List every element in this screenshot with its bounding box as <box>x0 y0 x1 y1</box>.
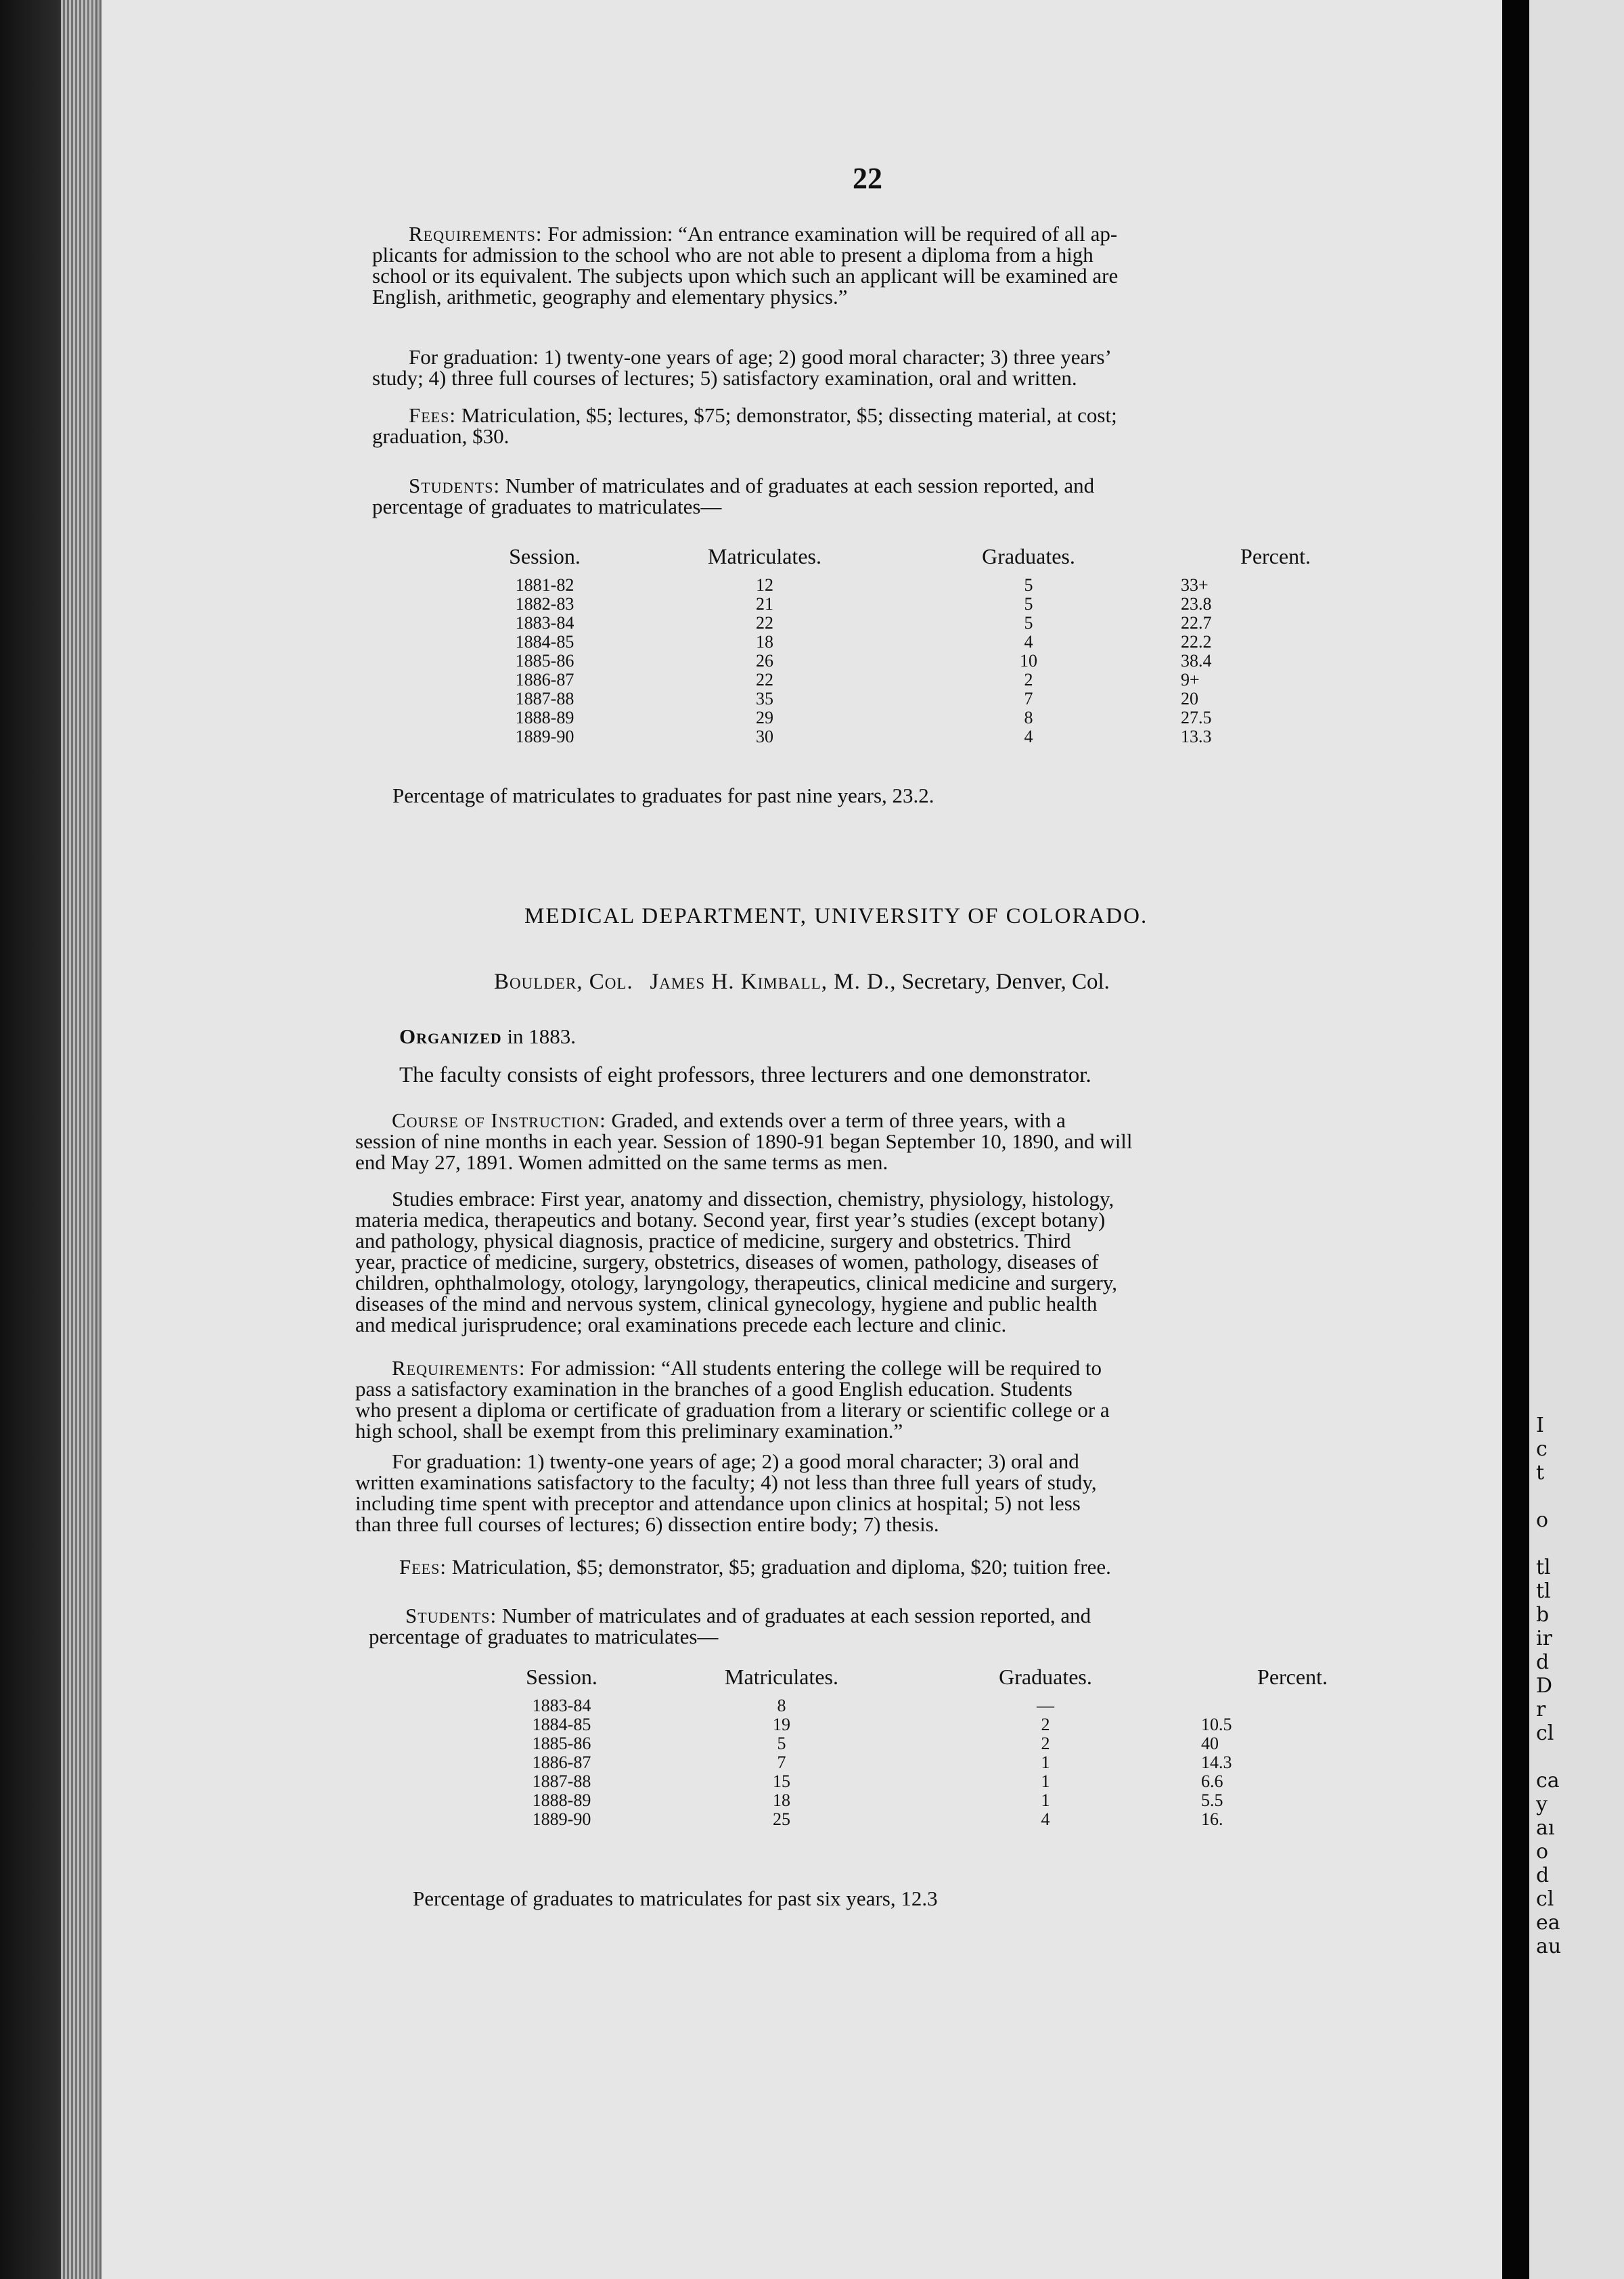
table-row: 1888-89 29 8 27.5 <box>515 708 1212 727</box>
adjacent-page-fragment: c <box>1536 1437 1548 1461</box>
students-2: Students: Number of matriculates and of graduates at each session reported, and percentage of graduates to matriculates— <box>369 1604 1091 1648</box>
table-row: 1882-83 21 5 23.8 <box>515 594 1212 614</box>
studies-paragraph: Studies embrace: First year, anatomy and dissection, chemistry, physiology, histology, materia medica, therapeutics and botany. Second year, first year’s studies (except botany) and pathology, physical diagnosis, practice of medicine, surgery and obstetrics. Third year, practice of medicine, surgery, obstetrics, diseases of women, pathology, diseases of children, ophthalmology, otology, laryngology, therapeutics, clinical medicine and surgery, diseases of the mind and nervous system, clinical gynecology, hygiene and public health and medical jurisprudence; oral examinations precede each lecture and clinic. <box>355 1187 1118 1336</box>
column-header-percent: Percent. <box>1257 1665 1328 1689</box>
adjacent-page-fragment: D <box>1536 1674 1553 1698</box>
column-header-matriculates: Matriculates. <box>708 544 821 568</box>
column-header-percent: Percent. <box>1240 544 1311 568</box>
fees-1: Fees: Matriculation, $5; lectures, $75; demonstrator, $5; dissecting material, at cost; graduation, $30. <box>372 403 1117 448</box>
section-heading: MEDICAL DEPARTMENT, UNIVERSITY OF COLORADO. <box>524 904 1148 928</box>
requirements-graduation-2: For graduation: 1) twenty-one years of age; 2) a good moral character; 3) oral and written examinations satisfactory to the faculty; 4) not less than three full years of study, including time spent with preceptor and attendance upon clinics at hospital; 5) not less than three full courses of lectures; 6) dissection entire body; 7) thesis. <box>355 1449 1097 1536</box>
adjacent-page-fragment: t <box>1536 1461 1545 1485</box>
table-row: 1885-86 5 2 40 <box>532 1734 1219 1753</box>
adjacent-page-fragment: o <box>1536 1508 1549 1532</box>
adjacent-page-edge <box>1529 0 1624 2279</box>
adjacent-page-fragment: tl <box>1536 1556 1551 1579</box>
course-of-instruction: Course of Instruction: Graded, and extends over a term of three years, with a session of nine months in each year. Session of 1890-91 began September 10, 1890, and will end May 27, 1891. Women admitted on the same terms as men. <box>355 1108 1133 1174</box>
column-header-session: Session. <box>526 1665 597 1689</box>
table-row: 1883-84 8 — <box>532 1696 1054 1715</box>
column-header-graduates: Graduates. <box>999 1665 1092 1689</box>
table-row: 1887-88 15 1 6.6 <box>532 1772 1223 1791</box>
adjacent-page-fragment: cl <box>1536 1721 1554 1745</box>
adjacent-page-fragment: cl <box>1536 1887 1554 1911</box>
table-row: 1888-89 18 1 5.5 <box>532 1790 1223 1810</box>
adjacent-page-fragment: tl <box>1536 1579 1551 1603</box>
adjacent-page-fragment: y <box>1536 1792 1548 1816</box>
requirements-label: Requirements: <box>409 222 543 246</box>
table-row: 1886-87 22 2 9+ <box>515 670 1200 690</box>
table-row: 1881-82 12 5 33+ <box>515 575 1209 595</box>
table-row: 1889-90 25 4 16. <box>532 1809 1223 1829</box>
fees-2: Fees: Matriculation, $5; demonstrator, $5; graduation and diploma, $20; tuition free. <box>399 1555 1111 1579</box>
summary-2: Percentage of graduates to matriculates for past six years, 12.3 <box>413 1887 938 1910</box>
adjacent-page-fragment: d <box>1536 1650 1550 1674</box>
adjacent-page-fragment: ir <box>1536 1627 1552 1650</box>
adjacent-page-fragment: b <box>1536 1603 1550 1627</box>
statistics-table-1 <box>457 544 1391 746</box>
column-header-session: Session. <box>509 544 581 568</box>
summary-1: Percentage of matriculates to graduates for past nine years, 23.2. <box>392 784 934 807</box>
students-1: Students: Number of matriculates and of graduates at each session reported, and percentage of graduates to matriculates— <box>372 474 1095 518</box>
adjacent-page-fragment: r <box>1536 1698 1546 1721</box>
adjacent-page-fragment: o <box>1536 1840 1549 1864</box>
document-page <box>102 0 1502 2279</box>
requirements-graduation-1: For graduation: 1) twenty-one years of age; 2) good moral character; 3) three years’ study; 4) three full courses of lectures; 5) satisfactory examination, oral and written. <box>372 345 1112 390</box>
table-row: 1886-87 7 1 14.3 <box>532 1753 1232 1772</box>
faculty-line: The faculty consists of eight professors, three lecturers and one demonstrator. <box>399 1063 1091 1087</box>
adjacent-page-fragment: ca <box>1536 1769 1560 1792</box>
page-number: 22 <box>853 162 882 195</box>
table-row: 1883-84 22 5 22.7 <box>515 613 1212 633</box>
students-label: Students: <box>409 474 501 497</box>
requirements-admission-1: Requirements: For admission: “An entrance examination will be required of all ap- plicants for admission to the school who are not able to present a diploma from a high school or its equivalent. The subjects upon which such an applicant will be examined are English, arithmetic, geography and elementary physics.” <box>372 222 1119 309</box>
fees-label: Fees: <box>409 403 456 427</box>
secretary-name: James H. Kimball, M. D., <box>650 970 897 994</box>
column-header-graduates: Graduates. <box>982 544 1075 568</box>
location-line: Boulder, Col. James H. Kimball, M. D., Secretary, Denver, Col. <box>494 970 1110 994</box>
column-header-matriculates: Matriculates. <box>725 1665 838 1689</box>
adjacent-page-fragment: aı <box>1536 1816 1555 1840</box>
table-row: 1887-88 35 7 20 <box>515 689 1198 708</box>
statistics-table-2 <box>470 1665 1404 1829</box>
table-row: 1884-85 18 4 22.2 <box>515 632 1212 652</box>
table-row: 1885-86 26 10 38.4 <box>515 651 1212 671</box>
adjacent-page-fragment: d <box>1536 1864 1550 1887</box>
table-row: 1889-90 30 4 13.3 <box>515 727 1212 746</box>
adjacent-page-fragment: ea <box>1536 1911 1560 1935</box>
organized-line: Organized in 1883. <box>399 1024 577 1048</box>
course-label: Course of Instruction: <box>392 1108 606 1132</box>
book-gutter <box>1502 0 1529 2279</box>
table-row: 1884-85 19 2 10.5 <box>532 1715 1232 1734</box>
adjacent-page-fragment: I <box>1536 1414 1544 1437</box>
adjacent-page-fragment: au <box>1536 1935 1562 1958</box>
requirements-admission-2: Requirements: For admission: “All students entering the college will be required to pass a satisfactory examination in the branches of a good English education. Students who present a diploma or certificate of graduation from a literary or scientific college or a high school, shall be exempt from this preliminary examination.” <box>355 1356 1110 1443</box>
